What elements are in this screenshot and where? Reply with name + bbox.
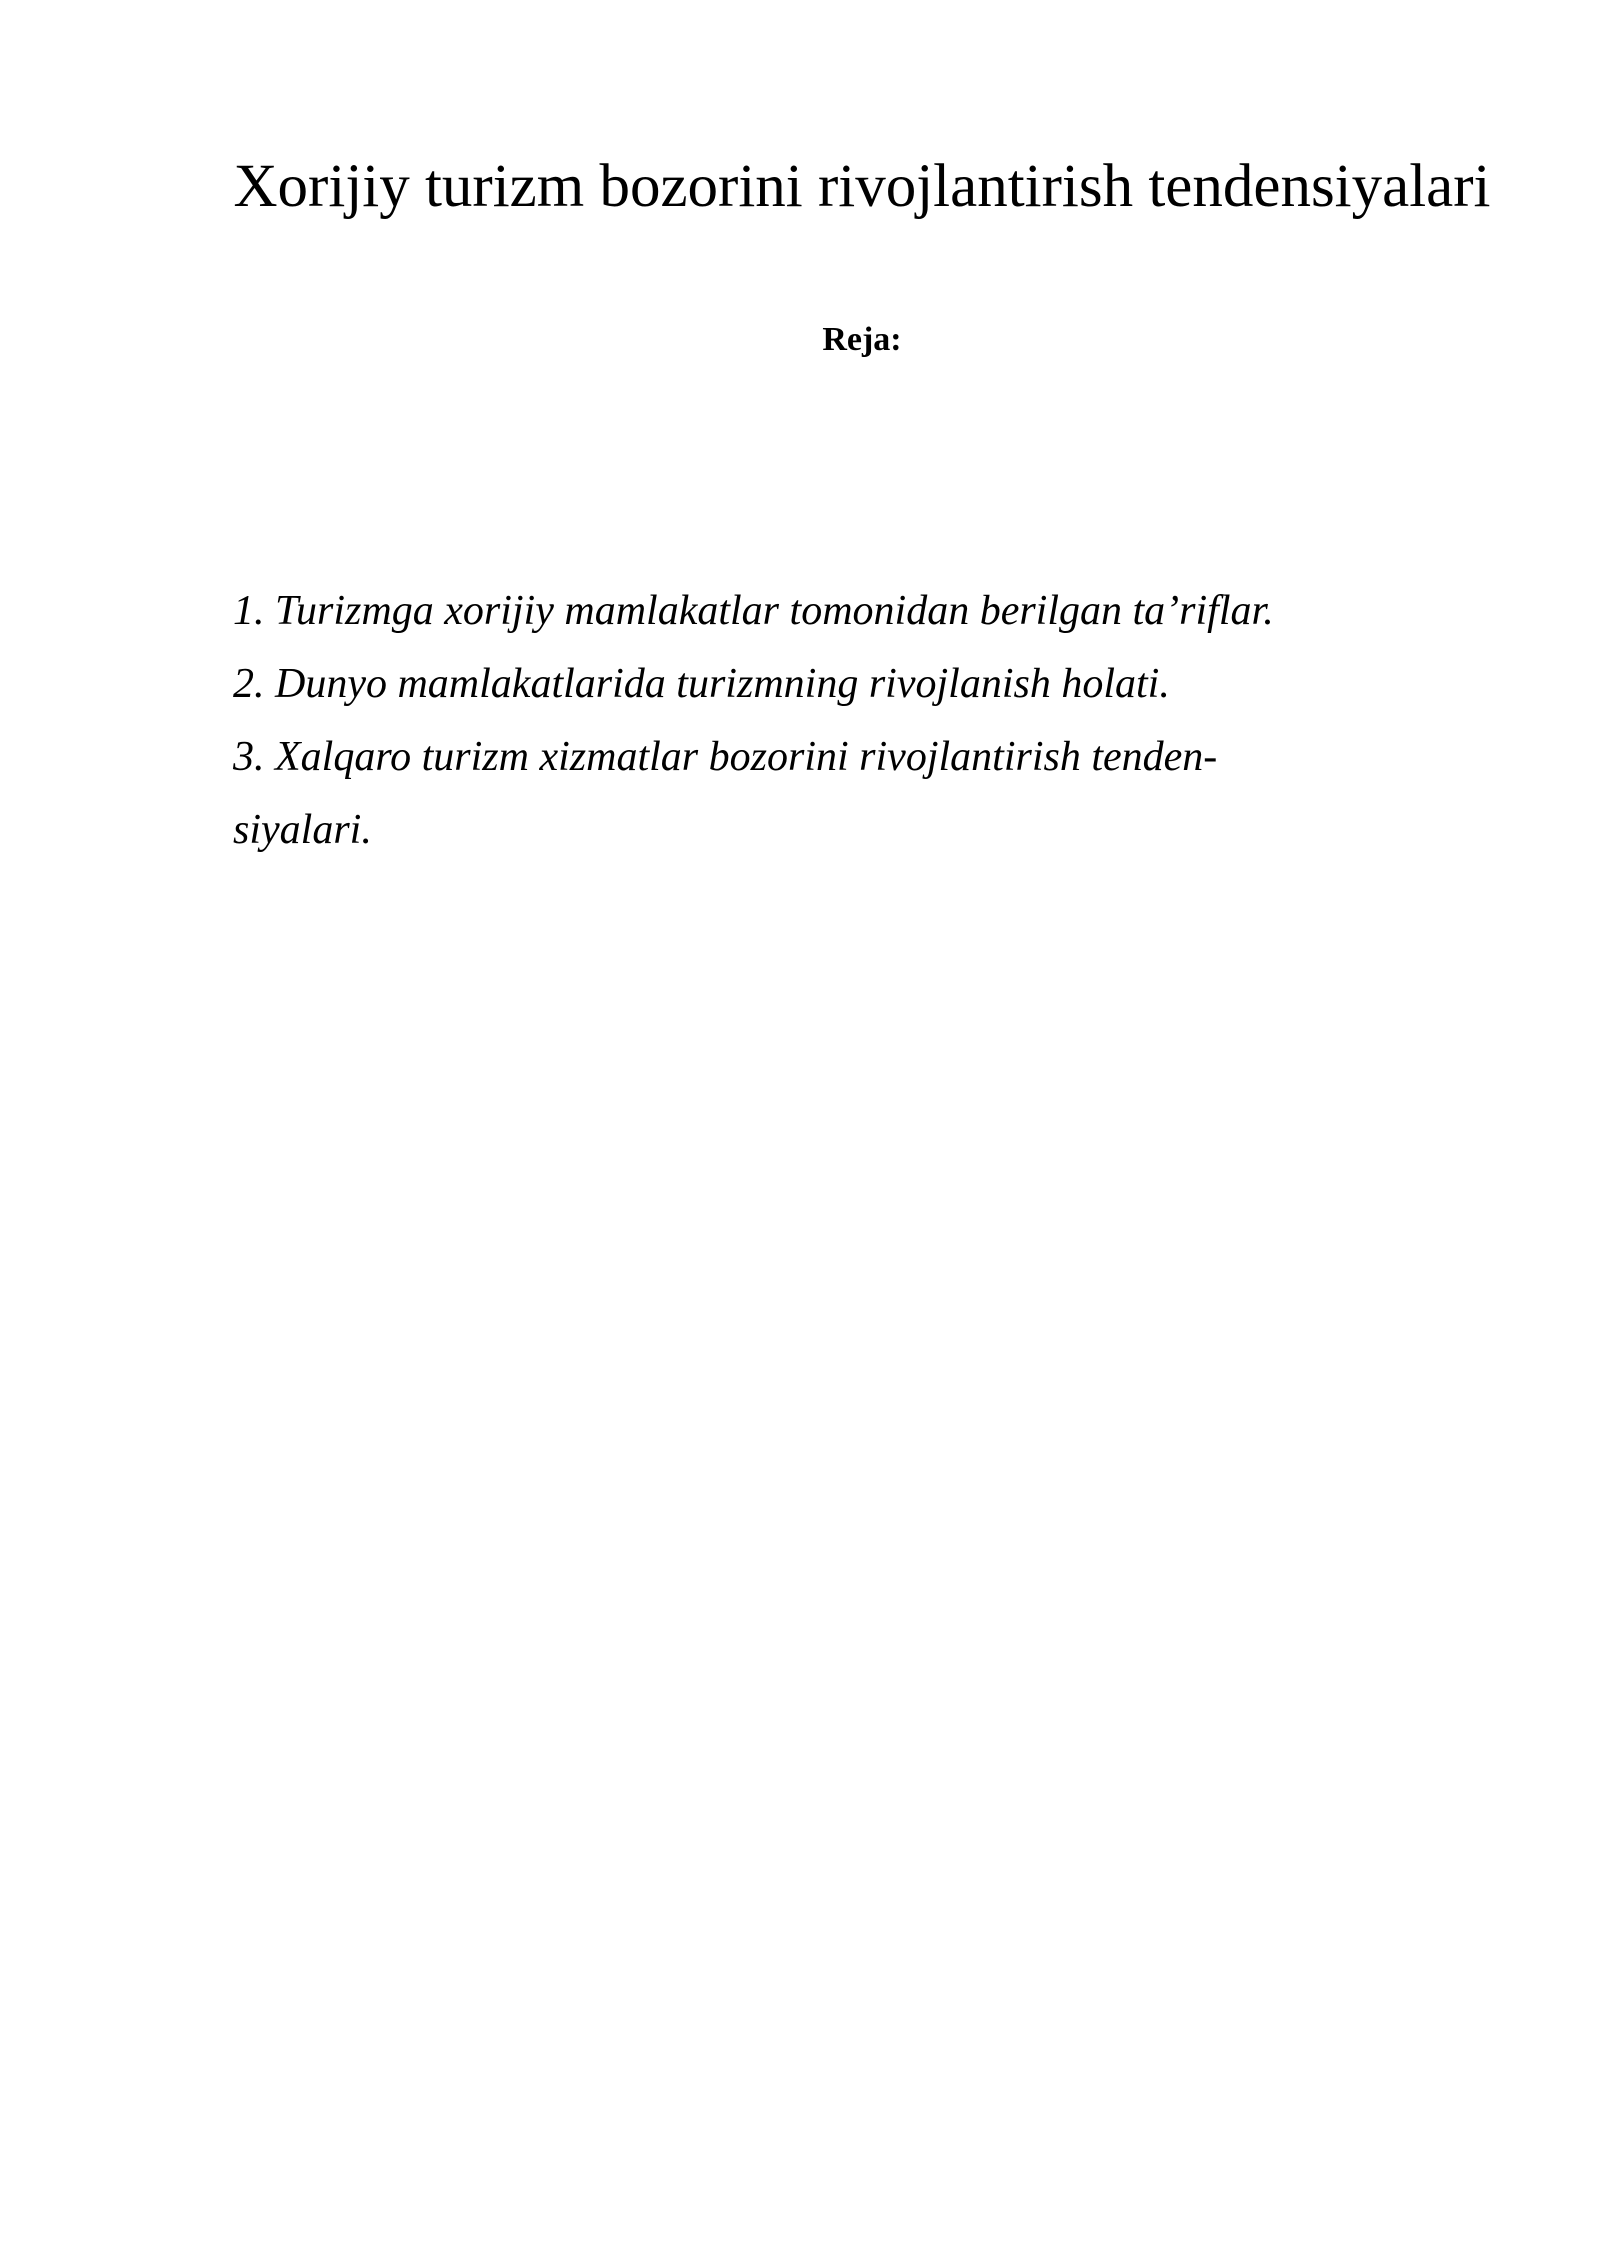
plan-item: 3. Xalqaro turizm xizmatlar bozorini rivojlantirish tenden- [233, 734, 1218, 780]
document-title: Xorijiy turizm bozorini rivojlantirish tendensiyalari [233, 153, 1491, 220]
plan-list [233, 575, 1433, 867]
plan-item: 1. Turizmga xorijiy mamlakatlar tomonidan berilgan ta’riflar. [233, 588, 1274, 634]
plan-heading: Reja: [822, 321, 902, 358]
plan-item: 2. Dunyo mamlakatlarida turizmning rivojlanish holati. [233, 661, 1170, 707]
plan-item-continuation: siyalari. [233, 807, 372, 853]
title-container [0, 150, 1600, 223]
